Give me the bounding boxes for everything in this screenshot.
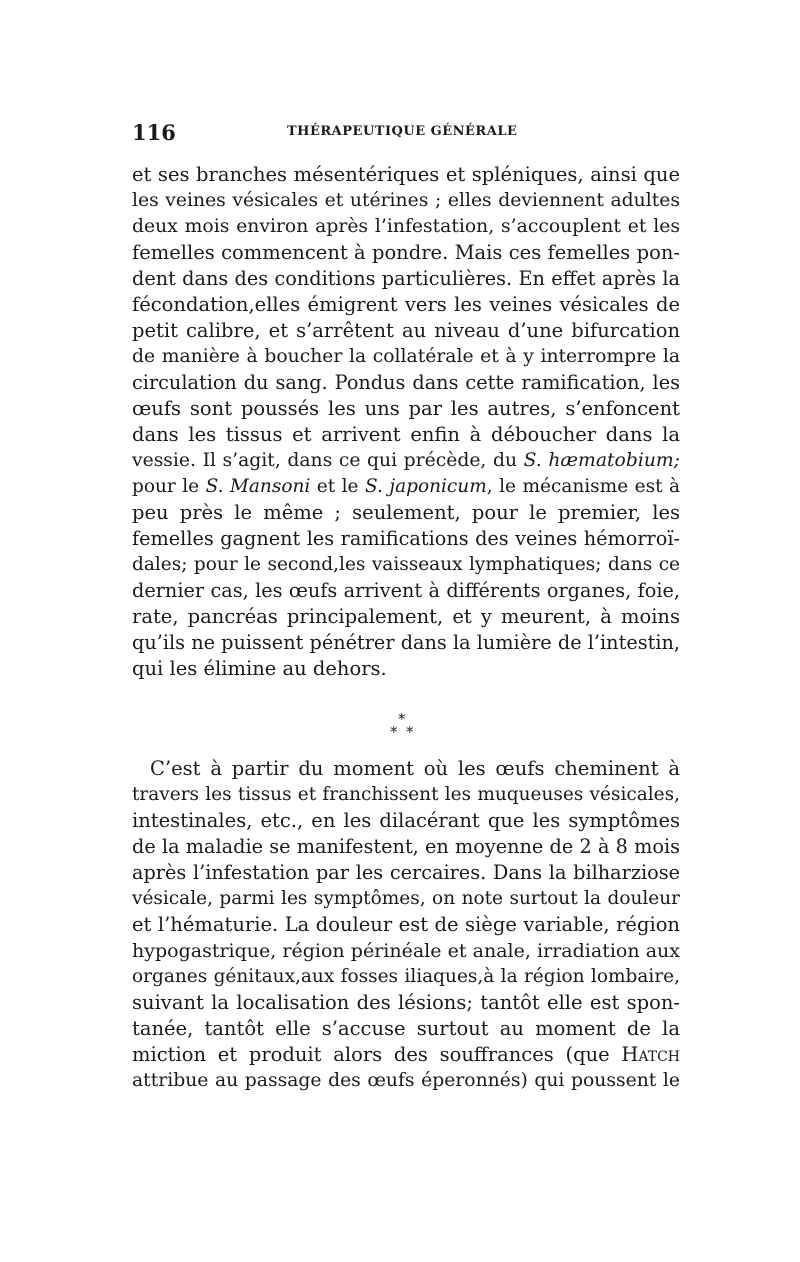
paragraph-2-line: de la maladie se manifestent, en moyenne de 2 à 8 mois	[132, 835, 680, 858]
paragraph-1-line: femelles gagnent les ramifications des veines hémorroï-	[132, 527, 680, 550]
species-name: S. Mansoni	[205, 476, 311, 497]
paragraph-2-line: et l’hématurie. La douleur est de siège variable, région	[132, 913, 680, 936]
paragraph-1-line: circulation du sang. Pondus dans cette ramification, les	[132, 371, 680, 394]
paragraph-2-line: hypogastrique, région périnéale et anale, irradiation aux	[132, 940, 680, 962]
paragraph-2-line: miction et produit alors des souffrances (que Hatch	[132, 1043, 680, 1066]
paragraph-2-line: organes génitaux,aux fosses iliaques,à la région lombaire,	[132, 966, 680, 987]
paragraph-1-line: dent dans des conditions particulières. En effet après la	[132, 267, 680, 290]
paragraph-1-line: dales; pour le second,les vaisseaux lymphatiques; dans ce	[132, 554, 680, 575]
paragraph-1-line: dernier cas, les œufs arrivent à différents organes, foie,	[132, 579, 680, 602]
paragraph-1-line: fécondation,elles émigrent vers les veines vésicales de	[132, 293, 680, 316]
paragraph-1-line: qu’ils ne puissent pénétrer dans la lumière de l’intestin,	[132, 631, 680, 654]
asterism-separator	[390, 712, 420, 742]
paragraph-2-line: tanée, tantôt elle s’accuse surtout au moment de la	[132, 1017, 680, 1040]
paragraph-1-line: œufs sont poussés les uns par les autres, s’enfoncent	[132, 397, 680, 420]
species-name: S. hæmatobium;	[523, 450, 680, 471]
paragraph-1-line: vessie. Il s’agit, dans ce qui précède, du S. hæmatobium;	[132, 450, 680, 471]
paragraph-1-line: deux mois environ après l’infestation, s’accouplent et les	[132, 216, 680, 237]
author-name: Hatch	[621, 1043, 680, 1066]
paragraph-1-line: peu près le même ; seulement, pour le premier, les	[132, 501, 680, 524]
paragraph-2-line: après l’infestation par les cercaires. Dans la bilharziose	[132, 861, 680, 884]
running-title: THÉRAPEUTIQUE GÉNÉRALE	[287, 124, 518, 139]
paragraph-1-line: et ses branches mésentériques et spléniques, ainsi que	[132, 163, 680, 186]
paragraph-1-line: petit calibre, et s’arrêtent au niveau d’une bifurcation	[132, 319, 680, 342]
species-name: S. japonicum	[364, 476, 487, 497]
page-header	[132, 120, 680, 146]
page-number: 116	[132, 120, 176, 145]
paragraph-1-line: de manière à boucher la collatérale et à y interrompre la	[132, 346, 680, 367]
paragraph-2-line: suivant la localisation des lésions; tantôt elle est spon-	[132, 991, 680, 1014]
paragraph-1-line: les veines vésicales et utérines ; elles deviennent adultes	[132, 190, 680, 211]
paragraph-1-line: qui les élimine au dehors.	[132, 657, 387, 680]
paragraph-1-line: rate, pancréas principalement, et y meurent, à moins	[132, 605, 680, 628]
paragraph-2-line: vésicale, parmi les symptômes, on note surtout la douleur	[132, 888, 680, 909]
paragraph-2-line: travers les tissus et franchissent les muqueuses vésicales,	[132, 784, 680, 805]
asterisk-icon: *	[406, 723, 414, 741]
paragraph-2-line: C’est à partir du moment où les œufs cheminent à	[150, 757, 680, 780]
asterisk-icon: *	[398, 710, 406, 728]
paragraph-2-line: intestinales, etc., en les dilacérant que les symptômes	[132, 809, 680, 832]
paragraph-1-line: femelles commencent à pondre. Mais ces femelles pon-	[132, 241, 680, 264]
paragraph-1-line: dans les tissus et arrivent enfin à déboucher dans la	[132, 423, 680, 446]
paragraph-1-line: pour le S. Mansoni et le S. japonicum, le mécanisme est à	[132, 476, 681, 497]
paragraph-2-line: attribue au passage des œufs éperonnés) qui poussent le	[132, 1070, 680, 1091]
asterisk-icon: *	[390, 723, 398, 741]
